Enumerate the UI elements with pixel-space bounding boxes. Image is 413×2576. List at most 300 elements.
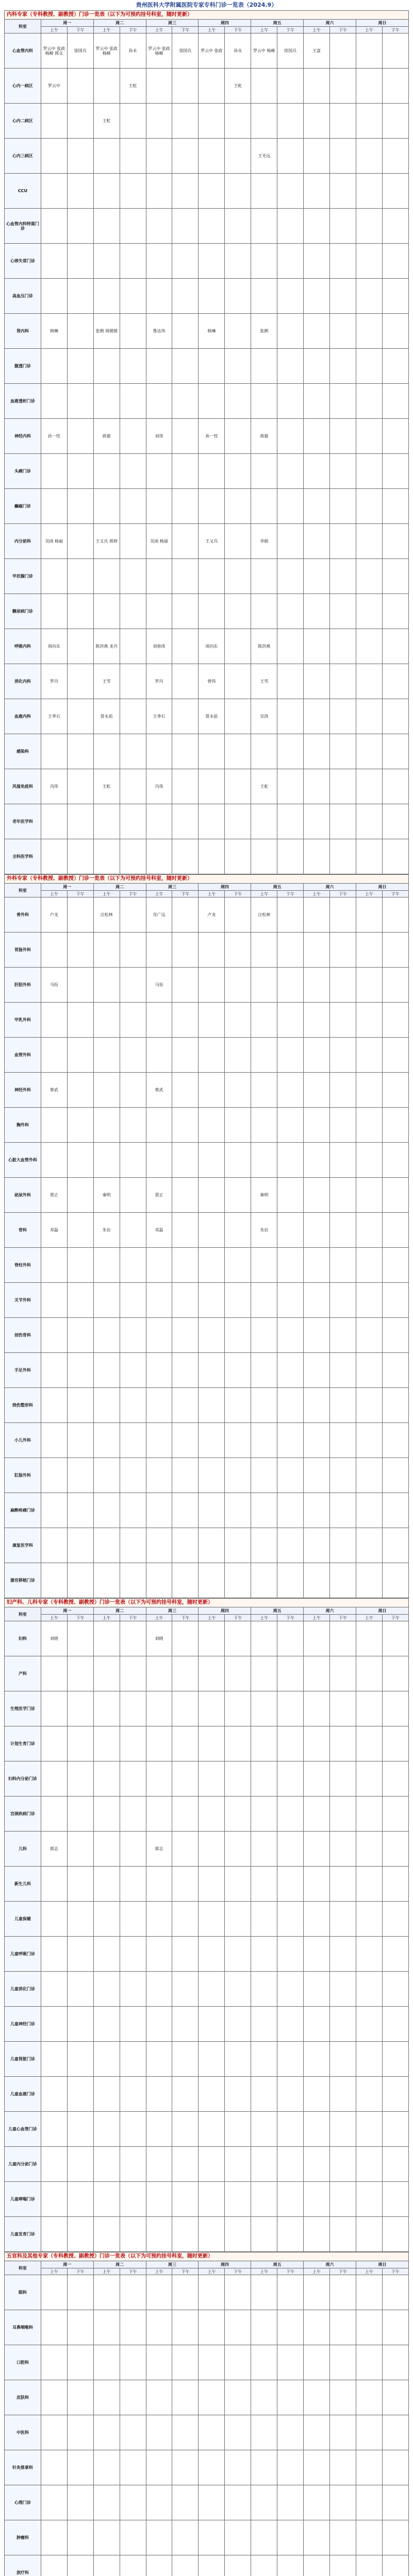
doctor-cell [356, 1528, 382, 1563]
doctor-cell [225, 1213, 251, 1248]
doctor-cell [120, 1691, 146, 1726]
doctor-cell [277, 1937, 304, 1972]
doctor-cell [225, 2147, 251, 2182]
doctor-cell [277, 1213, 304, 1248]
doctor-cell [172, 1248, 199, 1283]
doctor-cell [330, 1143, 356, 1178]
doctor-cell [251, 454, 277, 489]
dept-name: 消化内科 [5, 664, 41, 699]
doctor-cell [356, 968, 382, 1003]
doctor-cell [146, 1248, 172, 1283]
doctor-cell [382, 1972, 408, 2007]
doctor-cell [277, 1143, 304, 1178]
doctor-cell [41, 2415, 67, 2450]
table-row [5, 629, 409, 664]
doctor-cell [330, 1493, 356, 1528]
doctor-cell [382, 1726, 408, 1761]
doctor-cell [330, 1867, 356, 1902]
doctor-cell: 韩琳 [41, 314, 67, 349]
doctor-cell [146, 2345, 172, 2380]
doctor-cell [277, 968, 304, 1003]
doctor-cell [172, 1318, 199, 1353]
doctor-cell [330, 804, 356, 839]
doctor-cell [251, 1528, 277, 1563]
doctor-cell [330, 1353, 356, 1388]
doctor-cell: 徐国兵 [277, 33, 304, 69]
doctor-cell [330, 1726, 356, 1761]
doctor-cell [251, 1458, 277, 1493]
doctor-cell [382, 33, 408, 69]
doctor-cell [146, 1797, 172, 1832]
doctor-cell [330, 1003, 356, 1038]
doctor-cell: 汪松林 [93, 897, 120, 933]
doctor-cell [93, 209, 120, 244]
doctor-cell [356, 1972, 382, 2007]
doctor-cell [304, 2007, 330, 2042]
dept-name: 心内一病区 [5, 69, 41, 104]
dept-name: 老年医学科 [5, 804, 41, 839]
doctor-cell [356, 1178, 382, 1213]
doctor-cell [304, 769, 330, 804]
doctor-cell [199, 734, 225, 769]
slot-header: 下午 [382, 1615, 408, 1621]
dept-name: 肛肠外科 [5, 1458, 41, 1493]
dept-name: 儿童消化门诊 [5, 1972, 41, 2007]
table-row [5, 2380, 409, 2415]
doctor-cell [251, 244, 277, 279]
slot-header: 上午 [251, 891, 277, 897]
doctor-cell [93, 1388, 120, 1423]
doctor-cell: 蒋毅 [251, 419, 277, 454]
slot-header: 下午 [120, 2268, 146, 2275]
doctor-cell [67, 1178, 93, 1213]
doctor-cell [277, 1563, 304, 1598]
doctor-cell [382, 524, 408, 559]
doctor-cell [356, 2112, 382, 2147]
doctor-cell [304, 2042, 330, 2077]
doctor-cell [172, 1621, 199, 1656]
doctor-cell [225, 2450, 251, 2485]
table-row [5, 209, 409, 244]
doctor-cell [356, 769, 382, 804]
doctor-cell [304, 2450, 330, 2485]
doctor-cell [330, 1423, 356, 1458]
doctor-cell [382, 1528, 408, 1563]
doctor-cell [225, 839, 251, 874]
doctor-cell [330, 2275, 356, 2310]
doctor-cell [146, 1528, 172, 1563]
doctor-cell [251, 1691, 277, 1726]
doctor-cell [146, 279, 172, 314]
doctor-cell [146, 594, 172, 629]
doctor-cell [67, 1038, 93, 1073]
day-header: 周四 [199, 1607, 251, 1615]
doctor-cell [330, 2310, 356, 2345]
table-row [5, 2147, 409, 2182]
doctor-cell: 秦明 [251, 1178, 277, 1213]
doctor-cell [93, 1108, 120, 1143]
doctor-cell [356, 384, 382, 419]
doctor-cell: 罗丹 [146, 664, 172, 699]
doctor-cell [41, 2007, 67, 2042]
doctor-cell [172, 1726, 199, 1761]
doctor-cell [304, 2520, 330, 2555]
doctor-cell [225, 1108, 251, 1143]
doctor-cell [120, 1621, 146, 1656]
doctor-cell [277, 664, 304, 699]
doctor-cell [330, 2077, 356, 2112]
doctor-cell [251, 104, 277, 139]
doctor-cell [93, 454, 120, 489]
doctor-cell [146, 1423, 172, 1458]
doctor-cell [67, 804, 93, 839]
doctor-cell [356, 33, 382, 69]
doctor-cell: 王虹 [93, 769, 120, 804]
doctor-cell [277, 734, 304, 769]
doctor-cell [382, 2450, 408, 2485]
doctor-cell: 吴雨 杨丽 [146, 524, 172, 559]
doctor-cell [146, 2042, 172, 2077]
doctor-cell [146, 2112, 172, 2147]
doctor-cell [172, 1528, 199, 1563]
doctor-cell [382, 314, 408, 349]
doctor-cell [172, 2077, 199, 2112]
table-row [5, 1353, 409, 1388]
doctor-cell [277, 1656, 304, 1691]
doctor-cell [225, 2217, 251, 2252]
doctor-cell [225, 1937, 251, 1972]
doctor-cell [225, 1563, 251, 1598]
doctor-cell [172, 2275, 199, 2310]
column-header-dept: 科室 [5, 20, 41, 33]
doctor-cell [251, 2147, 277, 2182]
column-header-dept: 科室 [5, 884, 41, 897]
doctor-cell [330, 1691, 356, 1726]
doctor-cell [93, 1726, 120, 1761]
doctor-cell [67, 174, 93, 209]
doctor-cell [172, 2007, 199, 2042]
doctor-cell [330, 2182, 356, 2217]
doctor-cell [304, 2077, 330, 2112]
doctor-cell [41, 2182, 67, 2217]
doctor-cell [304, 1563, 330, 1598]
table-row [5, 33, 409, 69]
doctor-cell [382, 384, 408, 419]
dept-name: 心血管内科特需门诊 [5, 209, 41, 244]
doctor-cell [172, 734, 199, 769]
doctor-cell [67, 1283, 93, 1318]
doctor-cell [120, 664, 146, 699]
doctor-cell [382, 933, 408, 968]
doctor-cell: 罗丹 [41, 664, 67, 699]
doctor-cell [93, 69, 120, 104]
doctor-cell [251, 2217, 277, 2252]
doctor-cell [330, 174, 356, 209]
doctor-cell [356, 933, 382, 968]
doctor-cell: 孙一忱 [41, 419, 67, 454]
doctor-cell [199, 1691, 225, 1726]
doctor-cell [251, 1353, 277, 1388]
doctor-cell [120, 104, 146, 139]
doctor-cell [356, 1003, 382, 1038]
doctor-cell [304, 804, 330, 839]
day-header: 周一 [41, 884, 93, 891]
schedule-table [4, 2261, 409, 2576]
doctor-cell [120, 2555, 146, 2576]
dept-name: 血管外科 [5, 1038, 41, 1073]
doctor-cell [120, 629, 146, 664]
dept-name: 产科 [5, 1656, 41, 1691]
doctor-cell [356, 419, 382, 454]
doctor-cell [199, 2275, 225, 2310]
doctor-cell [146, 1691, 172, 1726]
doctor-cell [277, 1528, 304, 1563]
doctor-cell: 韩琳 [199, 314, 225, 349]
doctor-cell: 朱岩 [93, 1213, 120, 1248]
doctor-cell [93, 804, 120, 839]
doctor-cell [251, 2310, 277, 2345]
doctor-cell [120, 349, 146, 384]
doctor-cell [330, 209, 356, 244]
dept-name: 泌尿外科 [5, 1178, 41, 1213]
doctor-cell [330, 279, 356, 314]
doctor-cell [304, 1388, 330, 1423]
doctor-cell [277, 839, 304, 874]
doctor-cell [146, 1038, 172, 1073]
doctor-cell [304, 664, 330, 699]
slot-header: 下午 [225, 27, 251, 33]
doctor-cell [251, 1003, 277, 1038]
doctor-cell [304, 839, 330, 874]
doctor-cell [225, 1073, 251, 1108]
doctor-cell [93, 1691, 120, 1726]
table-row [5, 968, 409, 1003]
doctor-cell [225, 1423, 251, 1458]
table-row [5, 1038, 409, 1073]
doctor-cell [251, 1423, 277, 1458]
doctor-cell [120, 968, 146, 1003]
doctor-cell [172, 629, 199, 664]
doctor-cell [382, 69, 408, 104]
doctor-cell [356, 594, 382, 629]
table-row [5, 1388, 409, 1423]
doctor-cell [277, 1178, 304, 1213]
dept-name: 关节外科 [5, 1283, 41, 1318]
doctor-cell: 罗云中 张政 杨峰 郭文 [41, 33, 67, 69]
doctor-cell [199, 2077, 225, 2112]
doctor-cell [120, 2520, 146, 2555]
slot-header: 上午 [93, 2268, 120, 2275]
doctor-cell [172, 1867, 199, 1902]
doctor-cell [67, 2415, 93, 2450]
doctor-cell [382, 2555, 408, 2576]
doctor-cell [120, 174, 146, 209]
doctor-cell [93, 1318, 120, 1353]
doctor-cell [382, 1691, 408, 1726]
slot-header: 下午 [120, 27, 146, 33]
doctor-cell [330, 1073, 356, 1108]
doctor-cell [251, 1283, 277, 1318]
doctor-cell: 贾永前 [199, 699, 225, 734]
doctor-cell [304, 897, 330, 933]
doctor-cell [356, 1563, 382, 1598]
dept-name: 心内三病区 [5, 139, 41, 174]
doctor-cell [330, 1832, 356, 1867]
doctor-cell [304, 1761, 330, 1797]
doctor-cell [199, 2555, 225, 2576]
dept-name: 创伤骨科 [5, 1318, 41, 1353]
doctor-cell [199, 1937, 225, 1972]
dept-name: 新生儿科 [5, 1867, 41, 1902]
table-row [5, 1972, 409, 2007]
doctor-cell [251, 2555, 277, 2576]
doctor-cell [304, 2275, 330, 2310]
doctor-cell [330, 2485, 356, 2520]
doctor-cell [382, 1318, 408, 1353]
doctor-cell [146, 384, 172, 419]
slot-header: 下午 [67, 2268, 93, 2275]
doctor-cell [356, 897, 382, 933]
doctor-cell [277, 2077, 304, 2112]
dept-name: 全科医学科 [5, 839, 41, 874]
doctor-cell [356, 1867, 382, 1902]
doctor-cell [251, 349, 277, 384]
doctor-cell [277, 139, 304, 174]
doctor-cell [251, 2380, 277, 2415]
doctor-cell [277, 699, 304, 734]
doctor-cell [172, 1937, 199, 1972]
doctor-cell [93, 279, 120, 314]
doctor-cell [330, 2380, 356, 2415]
doctor-cell [277, 1458, 304, 1493]
table-row [5, 769, 409, 804]
doctor-cell [330, 699, 356, 734]
doctor-cell [146, 559, 172, 594]
doctor-cell [172, 2310, 199, 2345]
doctor-cell [304, 2345, 330, 2380]
doctor-cell [67, 1528, 93, 1563]
doctor-cell [382, 1143, 408, 1178]
doctor-cell [67, 1388, 93, 1423]
doctor-cell [304, 1353, 330, 1388]
doctor-cell: 朱岩 [251, 1213, 277, 1248]
table-row [5, 1797, 409, 1832]
doctor-cell [199, 1108, 225, 1143]
doctor-cell [67, 1726, 93, 1761]
doctor-cell [172, 897, 199, 933]
doctor-cell [120, 1493, 146, 1528]
slot-header: 下午 [277, 27, 304, 33]
doctor-cell [382, 104, 408, 139]
doctor-cell [67, 1902, 93, 1937]
doctor-cell [67, 1761, 93, 1797]
doctor-cell [382, 454, 408, 489]
doctor-cell [41, 2485, 67, 2520]
doctor-cell [225, 524, 251, 559]
slot-header: 上午 [199, 891, 225, 897]
doctor-cell [330, 489, 356, 524]
doctor-cell [120, 1761, 146, 1797]
doctor-cell [67, 1318, 93, 1353]
doctor-cell [93, 559, 120, 594]
slot-header: 上午 [199, 27, 225, 33]
doctor-cell: 马恒 [41, 968, 67, 1003]
doctor-cell [199, 454, 225, 489]
doctor-cell [251, 594, 277, 629]
doctor-cell [199, 2485, 225, 2520]
dept-name: 胃肠外科 [5, 933, 41, 968]
day-header: 周五 [251, 884, 304, 891]
doctor-cell [356, 174, 382, 209]
doctor-cell: 卢龙 [41, 897, 67, 933]
doctor-cell [199, 2450, 225, 2485]
doctor-cell [382, 349, 408, 384]
doctor-cell [120, 2415, 146, 2450]
doctor-cell [120, 1972, 146, 2007]
doctor-cell [304, 1283, 330, 1318]
doctor-cell [225, 1003, 251, 1038]
doctor-cell [93, 2520, 120, 2555]
doctor-cell [251, 1621, 277, 1656]
doctor-cell: 刘晓 [146, 1621, 172, 1656]
dept-name: 宫颈疾病门诊 [5, 1797, 41, 1832]
doctor-cell [146, 804, 172, 839]
doctor-cell [120, 839, 146, 874]
day-header: 周二 [93, 884, 146, 891]
day-header: 周四 [199, 2261, 251, 2268]
doctor-cell [330, 839, 356, 874]
doctor-cell [67, 1458, 93, 1493]
doctor-cell [225, 279, 251, 314]
slot-header: 上午 [199, 1615, 225, 1621]
doctor-cell: 秦明 [93, 1178, 120, 1213]
doctor-cell [225, 1726, 251, 1761]
doctor-cell [356, 2275, 382, 2310]
doctor-cell [199, 1143, 225, 1178]
table-row [5, 1832, 409, 1867]
doctor-cell [67, 2555, 93, 2576]
doctor-cell [225, 174, 251, 209]
doctor-cell [356, 1902, 382, 1937]
doctor-cell [356, 2380, 382, 2415]
doctor-cell [172, 2217, 199, 2252]
dept-name: 心内二病区 [5, 104, 41, 139]
doctor-cell [356, 2182, 382, 2217]
doctor-cell [251, 2485, 277, 2520]
doctor-cell [330, 104, 356, 139]
doctor-cell [146, 933, 172, 968]
doctor-cell [120, 1867, 146, 1902]
doctor-cell [172, 933, 199, 968]
doctor-cell [146, 104, 172, 139]
doctor-cell [330, 419, 356, 454]
doctor-cell [172, 384, 199, 419]
doctor-cell [330, 349, 356, 384]
dept-name: 儿童发育门诊 [5, 2217, 41, 2252]
doctor-cell [382, 1108, 408, 1143]
doctor-cell [93, 1902, 120, 1937]
doctor-cell [356, 454, 382, 489]
doctor-cell [172, 69, 199, 104]
doctor-cell [330, 2007, 356, 2042]
doctor-cell [356, 2555, 382, 2576]
doctor-cell [93, 2485, 120, 2520]
doctor-cell [67, 244, 93, 279]
doctor-cell: 曾伟 [199, 664, 225, 699]
doctor-cell [382, 2415, 408, 2450]
doctor-cell: 贾永前 [93, 699, 120, 734]
doctor-cell [382, 897, 408, 933]
